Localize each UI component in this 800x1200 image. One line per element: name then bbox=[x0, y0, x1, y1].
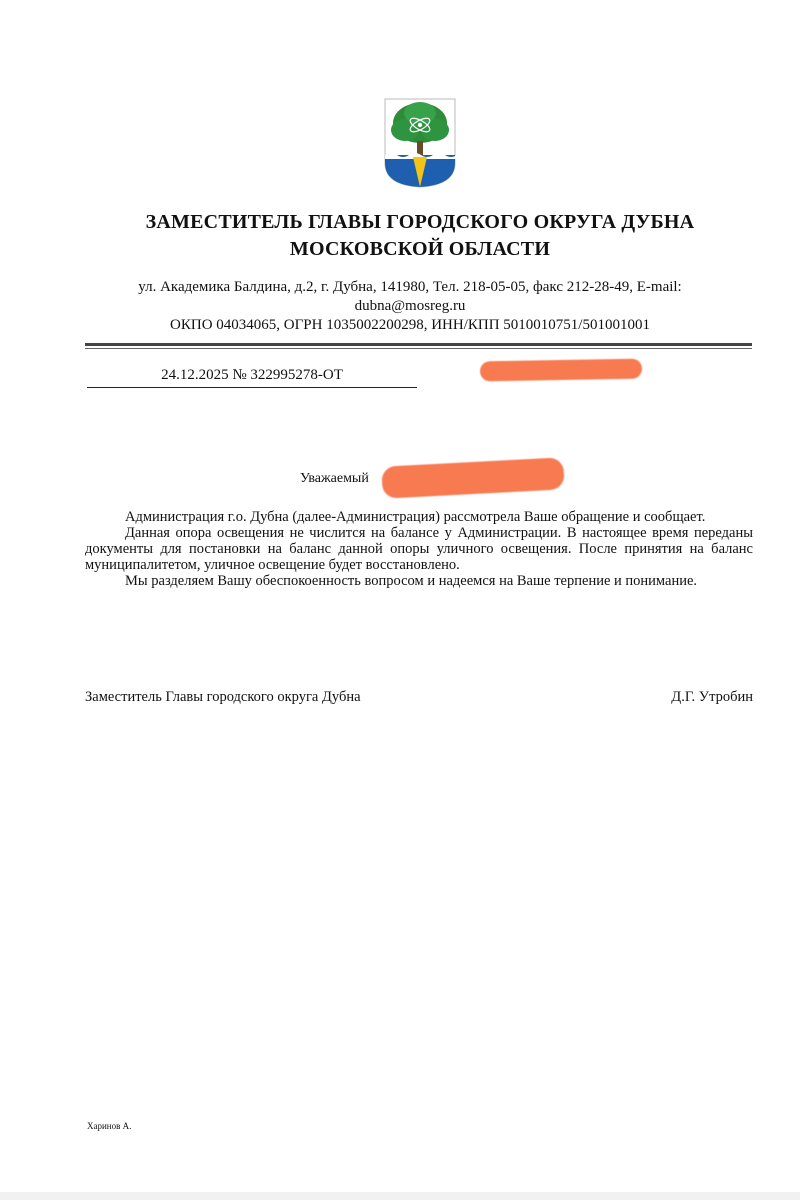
address-registry-codes: ОКПО 04034065, ОГРН 1035002200298, ИНН/КПП 5010010751/501001001 bbox=[170, 317, 650, 333]
page-bottom-edge bbox=[0, 1192, 800, 1200]
greeting-name-redaction bbox=[381, 457, 564, 498]
dubna-coat-of-arms-icon bbox=[383, 97, 457, 189]
registration-date-number: 24.12.2025 № 322995278-ОТ bbox=[161, 367, 343, 383]
body-paragraph: Администрация г.о. Дубна (далее-Администрация) рассмотрела Ваше обращение и сообщает. bbox=[125, 509, 706, 525]
executor-name: Харинов А. bbox=[87, 1121, 132, 1131]
header-divider-thin bbox=[85, 348, 752, 349]
signatory-position: Заместитель Главы городского округа Дубна bbox=[85, 689, 361, 705]
body-paragraph: Мы разделяем Вашу обеспокоенность вопросом и надеемся на Ваше терпение и понимание. bbox=[125, 573, 698, 589]
addressee-redaction bbox=[480, 359, 642, 382]
issuer-title-line1: ЗАМЕСТИТЕЛЬ ГЛАВЫ ГОРОДСКОГО ОКРУГА ДУБНА bbox=[145, 211, 695, 233]
address-line1: ул. Академика Балдина, д.2, г. Дубна, 141980, Тел. 218-05-05, факс 212-28-49, E-mail: bbox=[138, 279, 682, 295]
body-paragraph: Данная опора освещения не числится на балансе у Администрации. В настоящее время переданы документы для постановки на баланс данной опоры уличного освещения. После принятия на баланс муниципалитетом, уличное освещение будет восстановлено. bbox=[85, 525, 753, 573]
address-email: dubna@mosreg.ru bbox=[354, 298, 466, 314]
header-divider-thick bbox=[85, 343, 752, 346]
signatory-name: Д.Г. Утробин bbox=[671, 689, 753, 705]
registration-underline bbox=[87, 387, 417, 388]
greeting: Уважаемый bbox=[300, 471, 369, 486]
issuer-title-line2: МОСКОВСКОЙ ОБЛАСТИ bbox=[289, 238, 551, 260]
letter-body bbox=[85, 509, 753, 589]
